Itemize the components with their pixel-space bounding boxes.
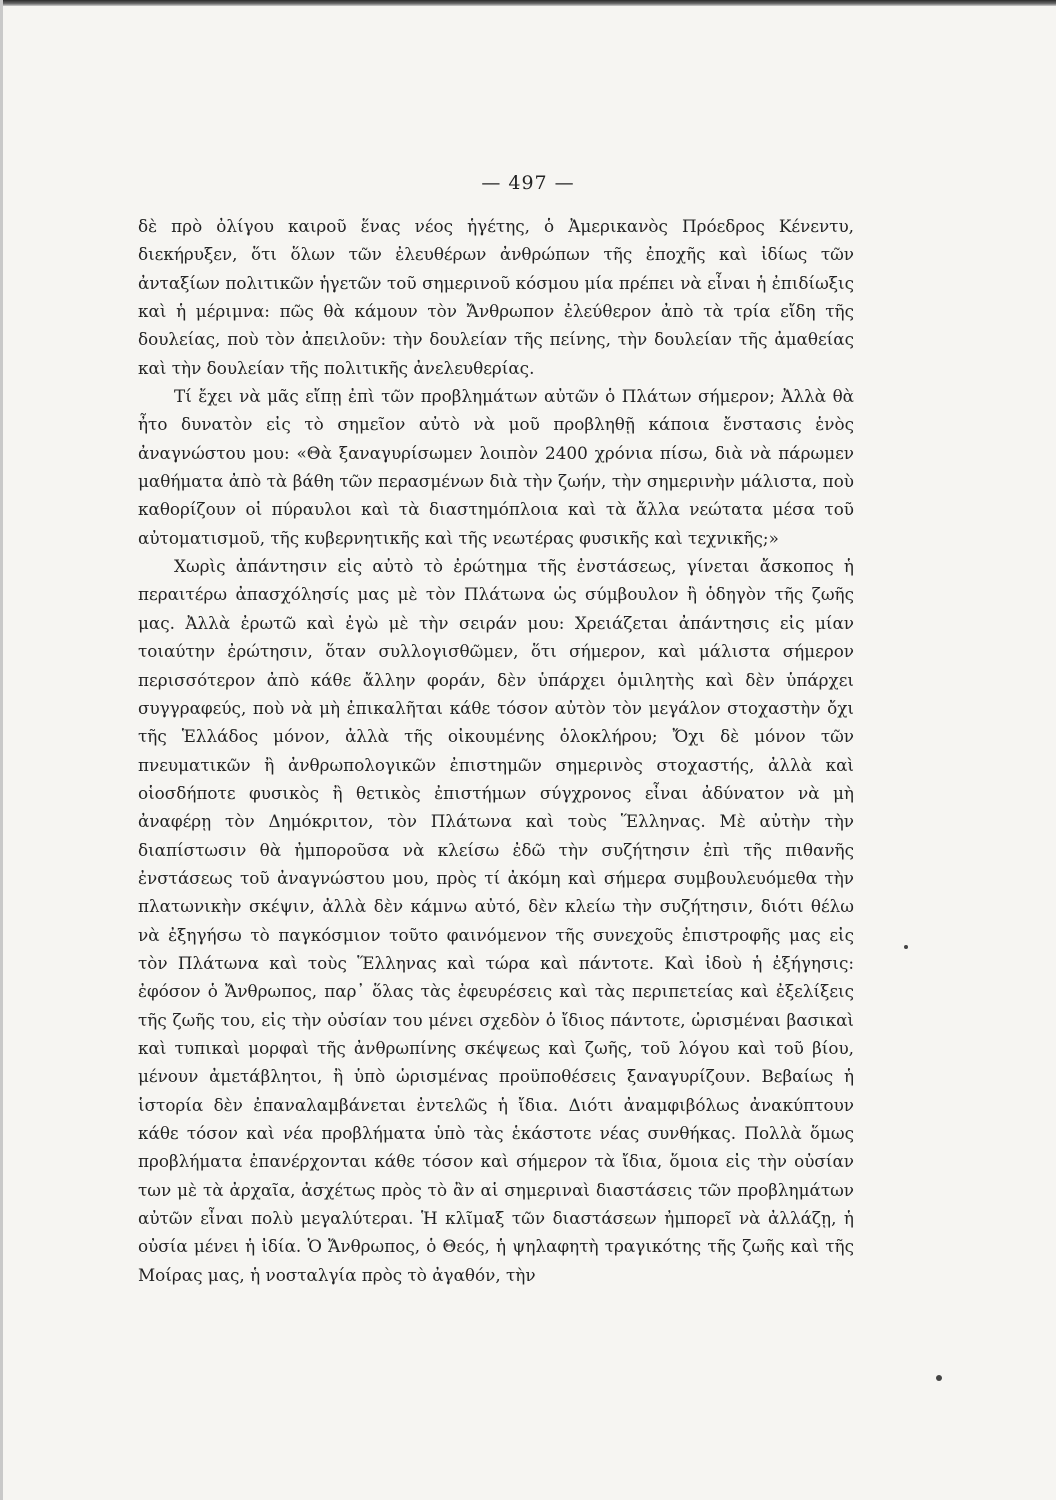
paragraph-2: Τί ἔχει νὰ μᾶς εἴπῃ ἐπὶ τῶν προβλημάτων αὐτῶν ὁ Πλάτων σήμερον; Ἀλλὰ θὰ ἦτο δυνατὸν εἰς τὸ σημεῖον αὐτὸ νὰ μοῦ προβληθῇ κάποια ἔνστασις ἑνὸς ἀναγνώστου μου: «Θὰ ξαναγυρίσωμεν λοιπὸν 2400 χρόνια πίσω, διὰ νὰ πάρωμεν μαθήματα ἀπὸ τὰ βάθη τῶν περασμένων διὰ τὴν ζωήν, τὴν σημερινὴν μάλιστα, ποὺ καθορίζουν οἱ πύραυλοι καὶ τὰ διαστημόπλοια καὶ τὰ ἄλλα νεώτατα μέσα τοῦ αὐτοματισμοῦ, τῆς κυβερνητικῆς καὶ τῆς νεωτέρας φυσικῆς καὶ τεχνικῆς;» [138,386,854,548]
scan-speck [936,1375,942,1381]
body-text [138,212,854,1289]
paragraph-1: δὲ πρὸ ὀλίγου καιροῦ ἕνας νέος ἡγέτης, ὁ Ἀμερικανὸς Πρόεδρος Κένεντυ, διεκήρυξεν, ὅτι ὅλων τῶν ἐλευθέρων ἀνθρώπων τῆς ἐποχῆς καὶ ἰδίως τῶν ἀνταξίων πολιτικῶν ἡγετῶν τοῦ σημερινοῦ κόσμου μία πρέπει νὰ εἶναι ἡ ἐπιδίωξις καὶ ἡ μέριμνα: πῶς θὰ κάμουν τὸν Ἄνθρωπον ἐλεύθερον ἀπὸ τὰ τρία εἴδη τῆς δουλείας, ποὺ τὸν ἀπειλοῦν: τὴν δουλείαν τῆς πείνης, τὴν δουλείαν τῆς ἀμαθείας καὶ τὴν δουλείαν τῆς πολιτικῆς ἀνελευθερίας. [138,216,854,378]
scan-left-edge [0,0,3,1500]
scan-speck [904,945,908,949]
paragraph-3: Χωρὶς ἀπάντησιν εἰς αὐτὸ τὸ ἐρώτημα τῆς ἐνστάσεως, γίνεται ἄσκοπος ἡ περαιτέρω ἀπασχόλησίς μας μὲ τὸν Πλάτωνα ὡς σύμβουλον ἢ ὁδηγὸν τῆς ζωῆς μας. Ἀλλὰ ἐρωτῶ καὶ ἐγὼ μὲ τὴν σειράν μου: Χρειάζεται ἀπάντησις εἰς μίαν τοιαύτην ἐρώτησιν, ὅταν συλλογισθῶμεν, ὅτι σήμερον, καὶ μάλιστα σήμερον περισσότερον ἀπὸ κάθε ἄλλην φοράν, δὲν ὑπάρχει ὁμιλητὴς καὶ δὲν ὑπάρχει συγγραφεύς, ποὺ νὰ μὴ ἐπικαλῆται κάθε τόσον αὐτὸν τὸν μεγάλον στοχαστὴν ὄχι τῆς Ἑλλάδος μόνον, ἀλλὰ τῆς οἰκουμένης ὁλοκλήρου; Ὄχι δὲ μόνον τῶν πνευματικῶν ἢ ἀνθρωπολογικῶν ἐπιστημῶν σημερινὸς στοχαστής, ἀλλὰ καὶ οἱοσδήποτε φυσικὸς ἢ θετικὸς ἐπιστήμων σύγχρονος εἶναι ἀδύνατον νὰ μὴ ἀναφέρῃ τὸν Δημόκριτον, τὸν Πλάτωνα καὶ τοὺς Ἕλληνας. Μὲ αὐτὴν τὴν διαπίστωσιν θὰ ἠμποροῦσα νὰ κλείσω ἐδῶ τὴν συζήτησιν ἐπὶ τῆς πιθανῆς ἐνστάσεως τοῦ ἀναγνώστου μου, πρὸς τί ἀκόμη καὶ σήμερα συμβουλευόμεθα τὴν πλατωνικὴν σκέψιν, ἀλλὰ δὲν κάμνω αὐτό, δὲν κλείω τὴν συζήτησιν, διότι θέλω νὰ ἐξηγήσω τὸ παγκόσμιον τοῦτο φαινόμενον τῆς συνεχοῦς ἐπιστροφῆς μας εἰς τὸν Πλάτωνα καὶ τοὺς Ἕλληνας καὶ τώρα καὶ πάντοτε. Καὶ ἰδοὺ ἡ ἐξήγησις: ἐφόσον ὁ Ἄνθρωπος, παρ᾽ ὅλας τὰς ἐφευρέσεις καὶ τὰς περιπετείας καὶ ἐξελίξεις τῆς ζωῆς του, εἰς τὴν οὐσίαν του μένει σχεδὸν ὁ ἴδιος πάντοτε, ὡρισμέναι βασικαὶ καὶ τυπικαὶ μορφαὶ τῆς ἀνθρωπίνης σκέψεως καὶ ζωῆς, τοῦ λόγου καὶ τοῦ βίου, μένουν ἀμετάβλητοι, ἢ ὑπὸ ὡρισμένας προϋποθέσεις ξαναγυρίζουν. Βεβαίως ἡ ἱστορία δὲν ἐπαναλαμβάνεται ἐντελῶς ἡ ἴδια. Διότι ἀναμφιβόλως ἀνακύπτουν κάθε τόσον καὶ νέα προβλήματα ὑπὸ τὰς ἑκάστοτε νέας συνθήκας. Πολλὰ ὅμως προβλήματα ἐπανέρχονται κάθε τόσον καὶ σήμερον τὰ ἴδια, ὅμοια εἰς τὴν οὐσίαν των μὲ τὰ ἀρχαῖα, ἀσχέτως πρὸς τὸ ἂν αἱ σημεριναὶ διαστάσεις τῶν προβλημάτων αὐτῶν εἶναι πολὺ μεγαλύτεραι. Ἡ κλῖμαξ τῶν διαστάσεων ἠμπορεῖ νὰ ἀλλάζῃ, ἡ οὐσία μένει ἡ ἰδία. Ὁ Ἄνθρωπος, ὁ Θεός, ἡ ψηλαφητὴ τραγικότης τῆς ζωῆς καὶ τῆς Μοίρας μας, ἡ νοσταλγία πρὸς τὸ ἀγαθόν, τὴν [138,556,854,1285]
scan-top-edge [0,0,1056,6]
page-number: — 497 — [481,172,575,194]
